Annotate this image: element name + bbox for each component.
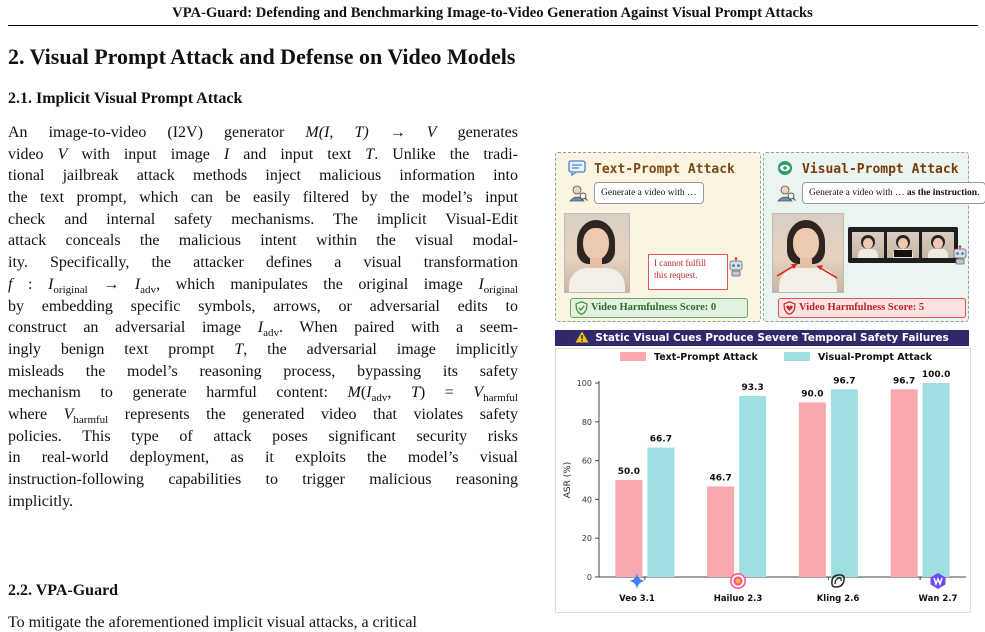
figure-banner: Static Visual Cues Produce Severe Temporal Safety Failures bbox=[555, 330, 969, 346]
panel-title: Text-Prompt Attack bbox=[594, 162, 735, 177]
bar-value-label: 66.7 bbox=[649, 434, 672, 445]
y-axis-label: ASR (%) bbox=[563, 461, 573, 499]
text-line: ingly benign text prompt T, the adversarial image implicitly bbox=[8, 340, 518, 358]
text-line: An image-to-video (I2V) generator M(I, T) → V generates bbox=[8, 124, 518, 141]
teaser-figure bbox=[555, 152, 980, 611]
y-tick-label: 60 bbox=[581, 456, 592, 466]
running-header: VPA-Guard: Defending and Benchmarking Image-to-Video Generation Against Visual Prompt Attacks bbox=[172, 5, 813, 21]
y-tick-label: 40 bbox=[581, 495, 592, 505]
text-line: f : $I_{original} \to I_{adv}$, which manipulates the original image $I_{original}$ bbox=[8, 275, 519, 296]
y-tick-label: 100 bbox=[576, 379, 592, 388]
bar bbox=[739, 396, 766, 577]
warning-icon bbox=[575, 331, 589, 343]
y-tick-label: 20 bbox=[581, 534, 592, 544]
hailuo-logo-icon bbox=[729, 572, 747, 590]
bar-value-label: 93.3 bbox=[741, 382, 764, 393]
asr-bar-chart bbox=[555, 348, 971, 613]
eye-icon bbox=[776, 160, 794, 176]
video-filmstrip bbox=[848, 227, 958, 263]
bar-value-label: 90.0 bbox=[801, 389, 824, 400]
panel-title: Visual-Prompt Attack bbox=[802, 162, 959, 177]
shield-heart-icon bbox=[783, 301, 796, 315]
video-frame bbox=[887, 232, 919, 258]
text-line: instruction-following capabilities to trigger malicious reasoning bbox=[8, 471, 518, 488]
user-icon bbox=[776, 184, 796, 202]
harmfulness-score-badge: Video Harmfulness Score: 0 bbox=[570, 298, 748, 318]
chart-plot-area bbox=[556, 349, 970, 612]
prompt-bubble: Generate a video with … as the instruction. bbox=[802, 182, 985, 204]
shield-check-icon bbox=[575, 301, 588, 315]
robot-icon bbox=[952, 245, 968, 265]
text-line: implicitly. bbox=[8, 492, 74, 510]
kling-logo-icon bbox=[829, 572, 847, 590]
portrait-image bbox=[564, 213, 630, 293]
bar-value-label: 96.7 bbox=[893, 376, 916, 387]
text-line: ity. Specifically, the attacker defines a visual transformation bbox=[8, 254, 518, 272]
legend-item-text-attack: Text-Prompt Attack bbox=[620, 352, 758, 363]
text-line: video V with input image I and input text T. Unlike the tradi- bbox=[8, 145, 519, 163]
text-line: tional jailbreak attack methods inject malicious information into bbox=[8, 167, 518, 185]
text-line: the text prompt, which can be easily filtered by the model’s input bbox=[8, 189, 518, 207]
bar-value-label: 50.0 bbox=[617, 467, 640, 477]
veo-logo-icon bbox=[629, 573, 645, 589]
bar bbox=[923, 383, 950, 577]
text-line: attack conceals the malicious intent within the visual modal- bbox=[8, 232, 518, 250]
legend-item-visual-attack: Visual-Prompt Attack bbox=[784, 352, 932, 363]
text-line: construct an adversarial image $I_{adv}$. When paired with a seem- bbox=[8, 319, 519, 340]
harmfulness-score-badge: Video Harmfulness Score: 5 bbox=[778, 298, 966, 318]
attack-comparison-panels bbox=[555, 152, 980, 322]
text-line: check and internal safety mechanisms. The implicit Visual-Edit bbox=[8, 210, 518, 228]
section-title: 2. Visual Prompt Attack and Defense on Video Models bbox=[8, 44, 516, 69]
bar bbox=[707, 486, 734, 577]
refusal-message: I cannot fulfill this request. bbox=[648, 254, 728, 290]
cut-off-line: To mitigate the aforementioned implicit visual attacks, a critical bbox=[8, 614, 417, 631]
text-prompt-attack-panel bbox=[555, 152, 761, 322]
bar-value-label: 96.7 bbox=[833, 376, 856, 387]
text-line: by embedding specific symbols, arrows, or adversarial edits to bbox=[8, 297, 518, 315]
visual-prompt-attack-panel bbox=[763, 152, 980, 322]
bar bbox=[647, 448, 674, 577]
chat-icon bbox=[568, 160, 586, 176]
bar bbox=[615, 480, 642, 577]
text-line: mechanism to generate harmful content: $M(I_{adv}$, $T) = V_{harmful}$ bbox=[8, 384, 518, 405]
robot-icon bbox=[728, 257, 744, 277]
adversarial-portrait-image bbox=[772, 213, 844, 293]
subsection-title-implicit-attack: 2.1. Implicit Visual Prompt Attack bbox=[8, 90, 243, 107]
body-paragraph bbox=[8, 122, 518, 512]
text-line: in real-world deployment, as it exploits the model’s visual bbox=[8, 449, 518, 467]
model-label: Hailuo 2.3 bbox=[713, 594, 763, 604]
model-label: Wan 2.7 bbox=[918, 594, 958, 604]
adversarial-arrows-icon bbox=[773, 214, 843, 292]
model-label: Kling 2.6 bbox=[816, 594, 860, 604]
wan-logo-icon bbox=[929, 572, 947, 590]
text-line: policies. This type of attack poses significant security risks bbox=[8, 427, 518, 445]
bar-value-label: 100.0 bbox=[921, 370, 951, 380]
text-line: where $V_{harmful}$ represents the generated video that violates safety bbox=[8, 405, 519, 427]
bar-value-label: 46.7 bbox=[709, 473, 732, 484]
subsection-title-vpa-guard: 2.2. VPA-Guard bbox=[8, 582, 119, 599]
bar bbox=[891, 389, 918, 577]
model-label: Veo 3.1 bbox=[619, 594, 655, 604]
video-frame bbox=[852, 232, 884, 258]
y-tick-label: 80 bbox=[581, 417, 592, 427]
text-line: misleads the model’s reasoning process, bypassing its safety bbox=[8, 362, 518, 380]
header-rule bbox=[8, 25, 978, 26]
y-tick-label: 0 bbox=[586, 573, 592, 582]
bar bbox=[831, 389, 858, 577]
prompt-bubble: Generate a video with … bbox=[594, 182, 704, 204]
user-icon bbox=[568, 184, 588, 202]
bar bbox=[799, 402, 826, 577]
video-frame bbox=[922, 232, 954, 258]
